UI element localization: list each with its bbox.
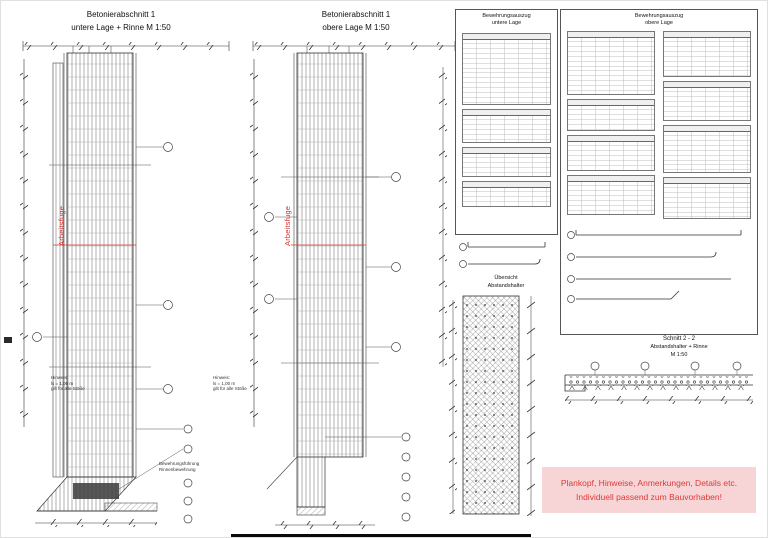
schedule-obere-lage	[560, 9, 758, 335]
rebar-table	[567, 31, 655, 95]
bottom-dimension-line	[35, 519, 157, 527]
top-dimension-line	[23, 41, 229, 51]
rebar-table	[567, 99, 655, 131]
marketing-note-line1: Plankopf, Hinweise, Anmerkungen, Details etc.	[560, 478, 738, 489]
spacer-overview-title-line1: Übersicht	[494, 275, 518, 281]
drawing-untere-title	[41, 9, 201, 35]
rebar-table	[663, 81, 751, 121]
schedule-obere-body	[561, 27, 757, 219]
drawing-obere-title-line1: Betonierabschnitt 1	[321, 10, 391, 19]
rebar-plan-obere-drawing	[245, 37, 467, 535]
bar-shape-diagrams-obere	[561, 223, 757, 309]
rebar-table	[462, 147, 551, 177]
hinweis-obere-line2: gilt für alle Stöße	[213, 386, 247, 392]
section-view-drawing	[555, 361, 761, 407]
rinnenbewehrung-note-line1: Bewehrungsführung	[159, 461, 200, 466]
rinne-bottom-detail	[37, 477, 157, 511]
spacer-overview-title-line2: Abstandshalter	[487, 282, 525, 289]
fold-mark	[4, 337, 12, 343]
hinweis-obere-title: Hinweis:	[213, 375, 231, 380]
right-dimension-line	[439, 67, 447, 367]
section-title-line3: M 1:50	[670, 351, 688, 358]
bottom-dimension-line	[565, 396, 753, 404]
schedule-untere-body	[456, 27, 557, 207]
spacer-hatch-area	[463, 296, 519, 514]
left-dimension-line	[250, 59, 258, 427]
top-dimension-line	[253, 41, 455, 51]
schedule-untere-lage	[455, 9, 558, 235]
left-dimension-line	[449, 300, 457, 514]
hinweis-obere-line1: ls = 1,00 m	[213, 380, 236, 386]
arbeitsfuge-label-obere: Arbeitsfuge	[283, 205, 292, 246]
schedule-obere-title-line2: obere Lage	[645, 20, 673, 27]
rebar-table	[462, 181, 551, 207]
rebar-table	[567, 175, 655, 215]
rebar-table	[663, 177, 751, 219]
rebar-table	[567, 135, 655, 171]
hinweis-untere-line2: gilt für alle Stöße	[51, 386, 85, 392]
rinnenbewehrung-note-line2: Rinnenbewehrung	[159, 466, 196, 472]
hinweis-untere-line1: ls = 1,00 m	[51, 380, 74, 386]
schedule-untere-title-line1: Bewehrungsauszug	[482, 13, 531, 19]
section-title-line2: Abstandshalter + Rinne	[650, 344, 708, 350]
drawing-untere-title-line1: Betonierabschnitt 1	[86, 10, 156, 19]
section-title-line1: Schnitt 2 - 2	[662, 336, 695, 342]
rebar-band	[281, 46, 379, 457]
marketing-note-line2: Individuell passend zum Bauvorhaben!	[575, 491, 722, 502]
schedule-obere-col1	[567, 27, 655, 219]
bottom-dimension-line	[275, 521, 375, 529]
rebar-band	[49, 46, 151, 477]
schedule-obere-col2	[663, 27, 751, 219]
hinweis-obere	[213, 375, 275, 392]
rebar-table	[663, 31, 751, 77]
rinne-edge-band	[53, 63, 63, 477]
schedule-untere-title	[456, 10, 557, 27]
schedule-obere-title	[561, 10, 757, 27]
rebar-table	[462, 33, 551, 105]
hinweis-untere	[51, 375, 113, 392]
rebar-table	[663, 125, 751, 173]
schedule-obere-title-line1: Bewehrungsauszug	[634, 13, 684, 19]
marketing-note	[542, 467, 756, 513]
arbeitsfuge-label-untere: Arbeitsfuge	[57, 205, 66, 246]
spacer-overview-title	[453, 275, 559, 290]
spacer-symbols	[569, 385, 749, 390]
right-dimension-line	[527, 296, 535, 516]
bar-shape-diagrams-untere	[455, 237, 558, 275]
rinnenbewehrung-note	[159, 461, 223, 472]
bottom-tail	[267, 457, 325, 515]
drawing-obere-title-line2: obere Lage M 1:50	[322, 22, 390, 32]
left-dimension-line	[20, 59, 28, 427]
schedule-untere-title-line2: untere Lage	[491, 20, 522, 27]
drawing-untere-title-line2: untere Lage + Rinne M 1:50	[71, 22, 171, 32]
position-callouts	[591, 362, 741, 375]
sheet-edge-bar	[231, 534, 531, 538]
bar-cross-sections	[569, 377, 749, 384]
drawing-obere-title	[276, 9, 436, 35]
rebar-table	[462, 109, 551, 143]
hinweis-untere-title: Hinweis:	[51, 375, 69, 380]
section-view-title	[609, 335, 749, 359]
